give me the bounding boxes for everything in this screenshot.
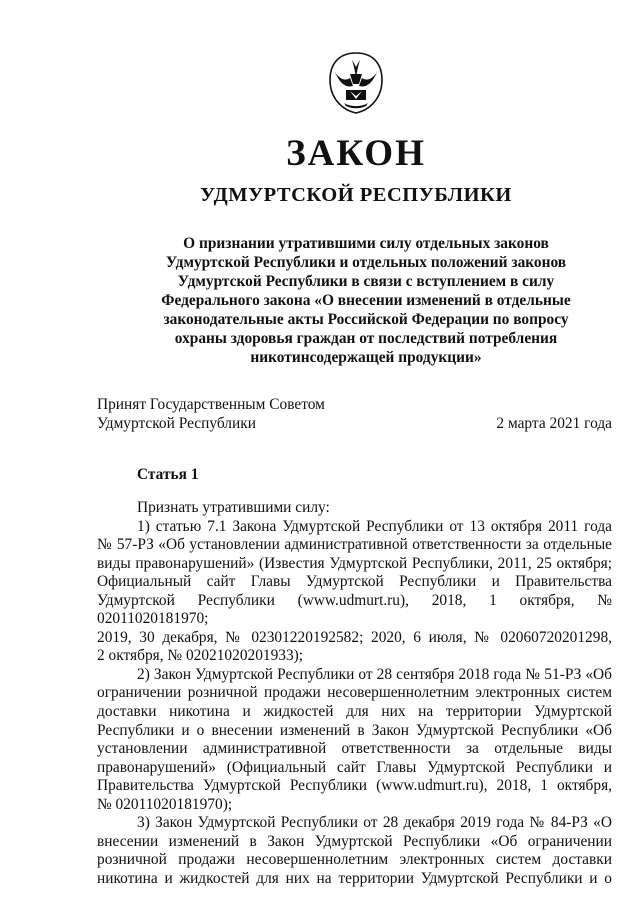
body-line: № 57-РЗ «Об установлении административной ответственности за отдельные xyxy=(97,536,612,554)
body-line: 2) Закон Удмуртской Республики от 28 сентября 2018 года № 51-РЗ «Об xyxy=(137,665,612,683)
adopted-line: Удмуртской Республики xyxy=(97,415,256,432)
heading-line: охраны здоровья граждан от последствий потребления xyxy=(174,330,558,347)
coat-of-arms-icon xyxy=(328,50,384,116)
body-line: виды правонарушений» (Известия Удмуртской Республики, 2011, 25 октября; xyxy=(97,554,612,572)
body-line: Удмуртской Республики (www.udmurt.ru), 2018, 1 октября, № 02011020181970; xyxy=(97,591,612,628)
heading-line: Удмуртской Республики в связи с вступлением в силу xyxy=(177,273,555,290)
body-line: 2019, 30 декабря, № 02301220192582; 2020, 6 июля, № 02060720201298, xyxy=(97,628,612,646)
heading-line: законодательные акты Российской Федерации по вопросу xyxy=(163,311,569,328)
body-line: никотина и жидкостей для них на территории Удмуртской Республики и о xyxy=(97,869,612,887)
adopted-line: Принят Государственным Советом xyxy=(97,396,325,413)
body-line: 1) статью 7.1 Закона Удмуртской Республики от 13 октября 2011 года xyxy=(137,517,612,535)
body-line: № 02011020181970); xyxy=(97,795,233,813)
law-heading xyxy=(150,234,582,367)
body-line: Официальный сайт Главы Удмуртской Республики и Правительства xyxy=(97,573,612,591)
heading-line: никотинсодержащей продукции» xyxy=(250,349,482,366)
body-line: Правительства Удмуртской Республики (www.udmurt.ru), 2018, 1 октября, xyxy=(97,777,612,795)
body-line: доставки никотина и жидкостей для них на территории Удмуртской xyxy=(97,703,612,721)
adoption-statement xyxy=(97,395,325,433)
heading-line: О признании утратившими силу отдельных законов xyxy=(183,235,549,252)
document-title: ЗАКОН xyxy=(286,133,426,174)
body-line: розничной продажи несовершеннолетним электронных систем доставки xyxy=(97,851,612,869)
body-line: Республики и о внесении изменений в Закон Удмуртской Республики «Об xyxy=(97,721,612,739)
article-body xyxy=(97,499,612,888)
body-line: внесении изменений в Закон Удмуртской Республики «Об ограничении xyxy=(97,832,612,850)
body-line: правонарушений» (Официальный сайт Главы Удмуртской Республики и xyxy=(97,758,612,776)
body-line: Признать утратившими силу: xyxy=(137,499,330,516)
article-title: Статья 1 xyxy=(137,466,199,483)
heading-line: Удмуртской Республики и отдельных положений законов xyxy=(165,254,567,271)
document-subtitle: УДМУРТСКОЙ РЕСПУБЛИКИ xyxy=(200,184,512,206)
body-line: 3) Закон Удмуртской Республики от 28 декабря 2019 года № 84-РЗ «О xyxy=(137,814,612,832)
body-line: установлении административной ответственности за отдельные виды xyxy=(97,740,612,758)
adoption-date: 2 марта 2021 года xyxy=(496,415,612,432)
body-line: ограничении розничной продажи несовершеннолетним электронных систем xyxy=(97,684,612,702)
body-line: 2 октября, № 02021020201933); xyxy=(97,647,304,665)
heading-line: Федерального закона «О внесении изменений в отдельные xyxy=(161,292,571,309)
